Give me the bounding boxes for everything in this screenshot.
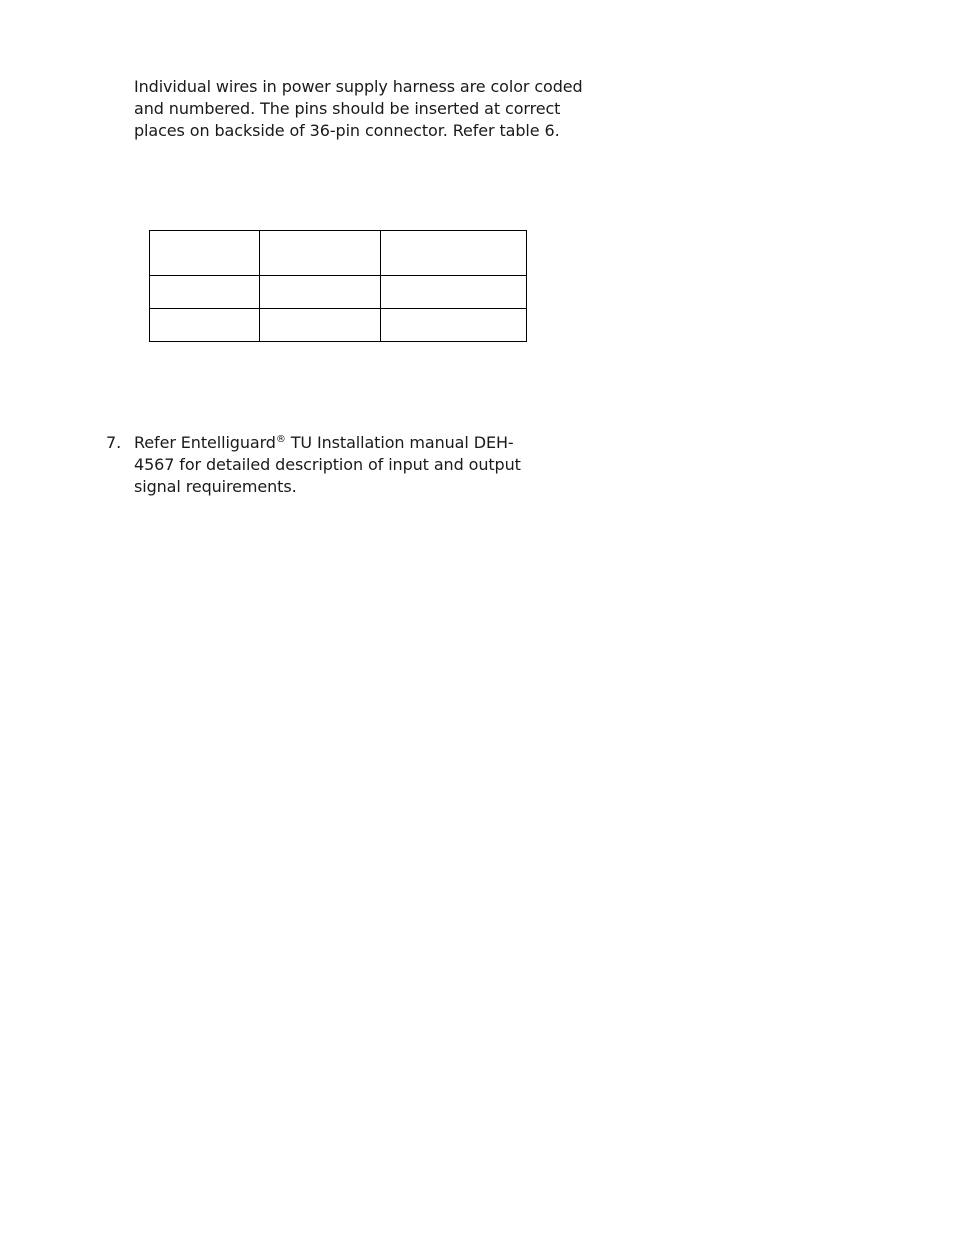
note-line-1-continued: TU Installation manual DEH- — [285, 433, 514, 452]
table-row — [150, 276, 527, 309]
table-cell — [260, 231, 381, 276]
table-cell — [150, 309, 260, 342]
harness-instructions-paragraph — [134, 76, 604, 142]
note-line-3: signal requirements. — [134, 477, 297, 496]
paragraph-line-1: Individual wires in power supply harness are color coded — [134, 77, 583, 96]
paragraph-line-3: places on backside of 36-pin connector. Refer table 6. — [134, 121, 560, 140]
table-cell — [150, 276, 260, 309]
registered-trademark-mark: ® — [275, 434, 286, 445]
table-cell — [260, 276, 381, 309]
note-line-1 — [134, 432, 574, 454]
note-line-2: 4567 for detailed description of input and output — [134, 455, 521, 474]
table-cell — [381, 309, 527, 342]
table-cell — [381, 231, 527, 276]
table-cell — [381, 276, 527, 309]
list-number: 7. — [106, 433, 122, 452]
table-cell — [150, 231, 260, 276]
pin-assignment-table — [149, 230, 527, 342]
note-body — [134, 432, 574, 498]
table-cell — [260, 309, 381, 342]
table-row — [150, 309, 527, 342]
note-line-1-text: Refer Entelliguard — [134, 433, 276, 452]
paragraph-line-2: and numbered. The pins should be inserted at correct — [134, 99, 561, 118]
table-header-row — [150, 231, 527, 276]
